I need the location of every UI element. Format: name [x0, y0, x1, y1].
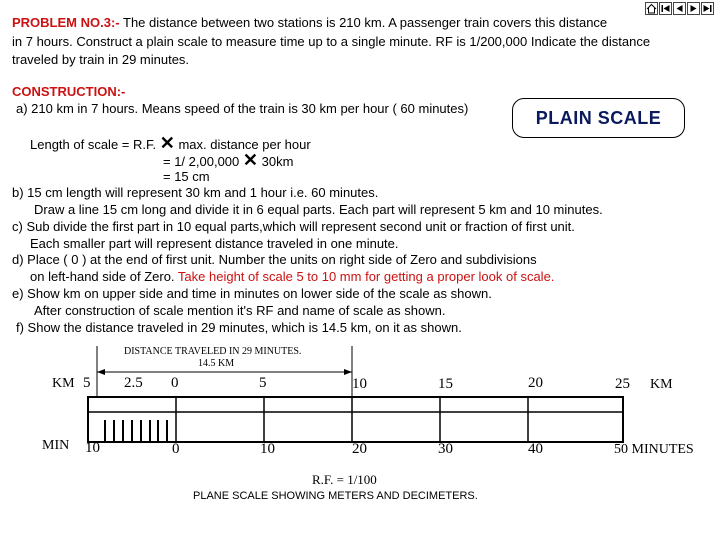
- km-label-0: 0: [171, 375, 179, 391]
- step-d-2-black: on left-hand side of Zero.: [30, 269, 175, 284]
- distance-value: 14.5 KM: [198, 358, 235, 369]
- scale-body: [88, 397, 623, 442]
- problem-heading: PROBLEM NO.3:-: [12, 15, 120, 30]
- min-label-20: 20: [352, 441, 367, 457]
- length-prefix: Length of scale = R.F.: [30, 137, 157, 152]
- problem-line-2: in 7 hours. Construct a plain scale to measure time up to a single minute. RF is 1/200,000 Indicate the distance: [12, 34, 651, 49]
- step-e-2: After construction of scale mention it's RF and name of scale as shown.: [34, 303, 446, 318]
- km-label-5: 5: [259, 375, 267, 391]
- km-label-15: 15: [438, 376, 453, 392]
- multiply-icon: ✕: [159, 133, 175, 153]
- min-label-10: 10: [260, 441, 275, 457]
- km-unit-left: KM: [52, 376, 75, 391]
- min-label-10-left: 10: [85, 440, 100, 456]
- calc1-suffix: 30km: [261, 154, 294, 169]
- step-c: c) Sub divide the first part in 10 equal parts,which will represent second unit or fraction of first unit.: [12, 219, 575, 234]
- km-label-5-left: 5: [83, 375, 91, 391]
- rf-label: R.F. = 1/100: [312, 472, 377, 487]
- step-c-2: Each smaller part will represent distance traveled in one minute.: [30, 236, 399, 251]
- calc-line-2: = 15 cm: [163, 169, 210, 184]
- problem-text-1: The distance between two stations is 210 km. A passenger train covers this distance: [123, 15, 608, 30]
- min-label-30: 30: [438, 441, 453, 457]
- km-label-2.5: 2.5: [124, 375, 143, 391]
- step-a: a) 210 km in 7 hours. Means speed of the train is 30 km per hour ( 60 minutes): [16, 101, 469, 116]
- length-suffix: max. distance per hour: [178, 137, 311, 152]
- plain-scale-title: PLAIN SCALE: [535, 107, 662, 128]
- distance-label: DISTANCE TRAVELED IN 29 MINUTES.: [124, 346, 302, 357]
- arrow-left-icon: [97, 369, 105, 375]
- min-label-0: 0: [172, 441, 180, 457]
- arrow-right-icon: [344, 369, 352, 375]
- step-f: f) Show the distance traveled in 29 minutes, which is 14.5 km, on it as shown.: [16, 320, 462, 335]
- step-d: d) Place ( 0 ) at the end of first unit. Number the units on right side of Zero and subdivisions: [12, 252, 537, 267]
- min-unit-left: MIN: [42, 438, 70, 453]
- step-d-2-red: Take height of scale 5 to 10 mm for getting a proper look of scale.: [177, 269, 555, 284]
- scale-caption: PLANE SCALE SHOWING METERS AND DECIMETERS.: [193, 490, 478, 502]
- min-label-40: 40: [528, 441, 543, 457]
- km-unit-right: KM: [650, 377, 673, 392]
- calc1-prefix: = 1/ 2,00,000: [163, 154, 240, 169]
- problem-line-3: traveled by train in 29 minutes.: [12, 52, 190, 67]
- construction-heading: CONSTRUCTION:-: [12, 84, 126, 99]
- step-e: e) Show km on upper side and time in minutes on lower side of the scale as shown.: [12, 286, 492, 301]
- km-label-10: 10: [352, 376, 367, 392]
- km-label-20: 20: [528, 375, 543, 391]
- step-b-2: Draw a line 15 cm long and divide it in 6 equal parts. Each part will represent 5 km and 10 minutes.: [34, 202, 603, 217]
- km-label-25: 25: [615, 376, 630, 392]
- step-b: b) 15 cm length will represent 30 km and 1 hour i.e. 60 minutes.: [12, 185, 379, 200]
- min-label-50: 50 MINUTES: [614, 442, 694, 457]
- multiply-icon: ✕: [242, 150, 258, 170]
